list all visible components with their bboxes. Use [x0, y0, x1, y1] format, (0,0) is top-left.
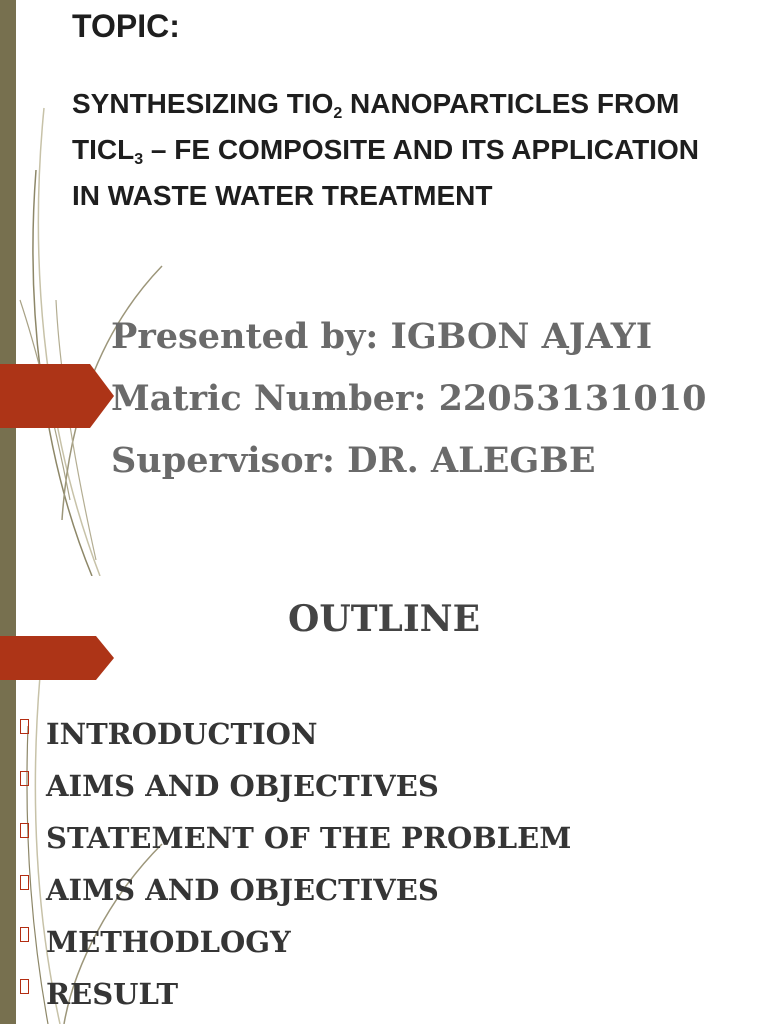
list-item: METHODLOGY [18, 916, 571, 968]
outline-heading: OUTLINE [287, 598, 481, 640]
list-item: AIMS AND OBJECTIVES [18, 760, 571, 812]
presented-by: Presented by: IGBON AJAYI [111, 316, 653, 357]
outline-list [18, 708, 571, 1020]
square-bullet-icon [20, 927, 29, 942]
outline-slide [0, 576, 768, 1024]
list-item: AIMS AND OBJECTIVES [18, 864, 571, 916]
presentation-title: SYNTHESIZING $TIO_2$ NANOPARTICLES FROM $TICL_3$ – FE COMPOSITE AND ITS APPLICATION IN WASTE WATER TREATMENT [72, 88, 700, 211]
list-item: INTRODUCTION [18, 708, 571, 760]
list-item: RESULT [18, 968, 571, 1020]
matric-number: Matric Number: 22053131010 [111, 378, 707, 419]
square-bullet-icon [20, 771, 29, 786]
presenter-info [111, 306, 706, 492]
supervisor: Supervisor: DR. ALEGBE [111, 440, 596, 481]
red-flag-shape [0, 364, 116, 428]
topic-heading: TOPIC: [72, 8, 180, 44]
square-bullet-icon [20, 979, 29, 994]
red-flag-shape [0, 636, 116, 680]
square-bullet-icon [20, 823, 29, 838]
list-item: STATEMENT OF THE PROBLEM [18, 812, 571, 864]
square-bullet-icon [20, 719, 29, 734]
square-bullet-icon [20, 875, 29, 890]
